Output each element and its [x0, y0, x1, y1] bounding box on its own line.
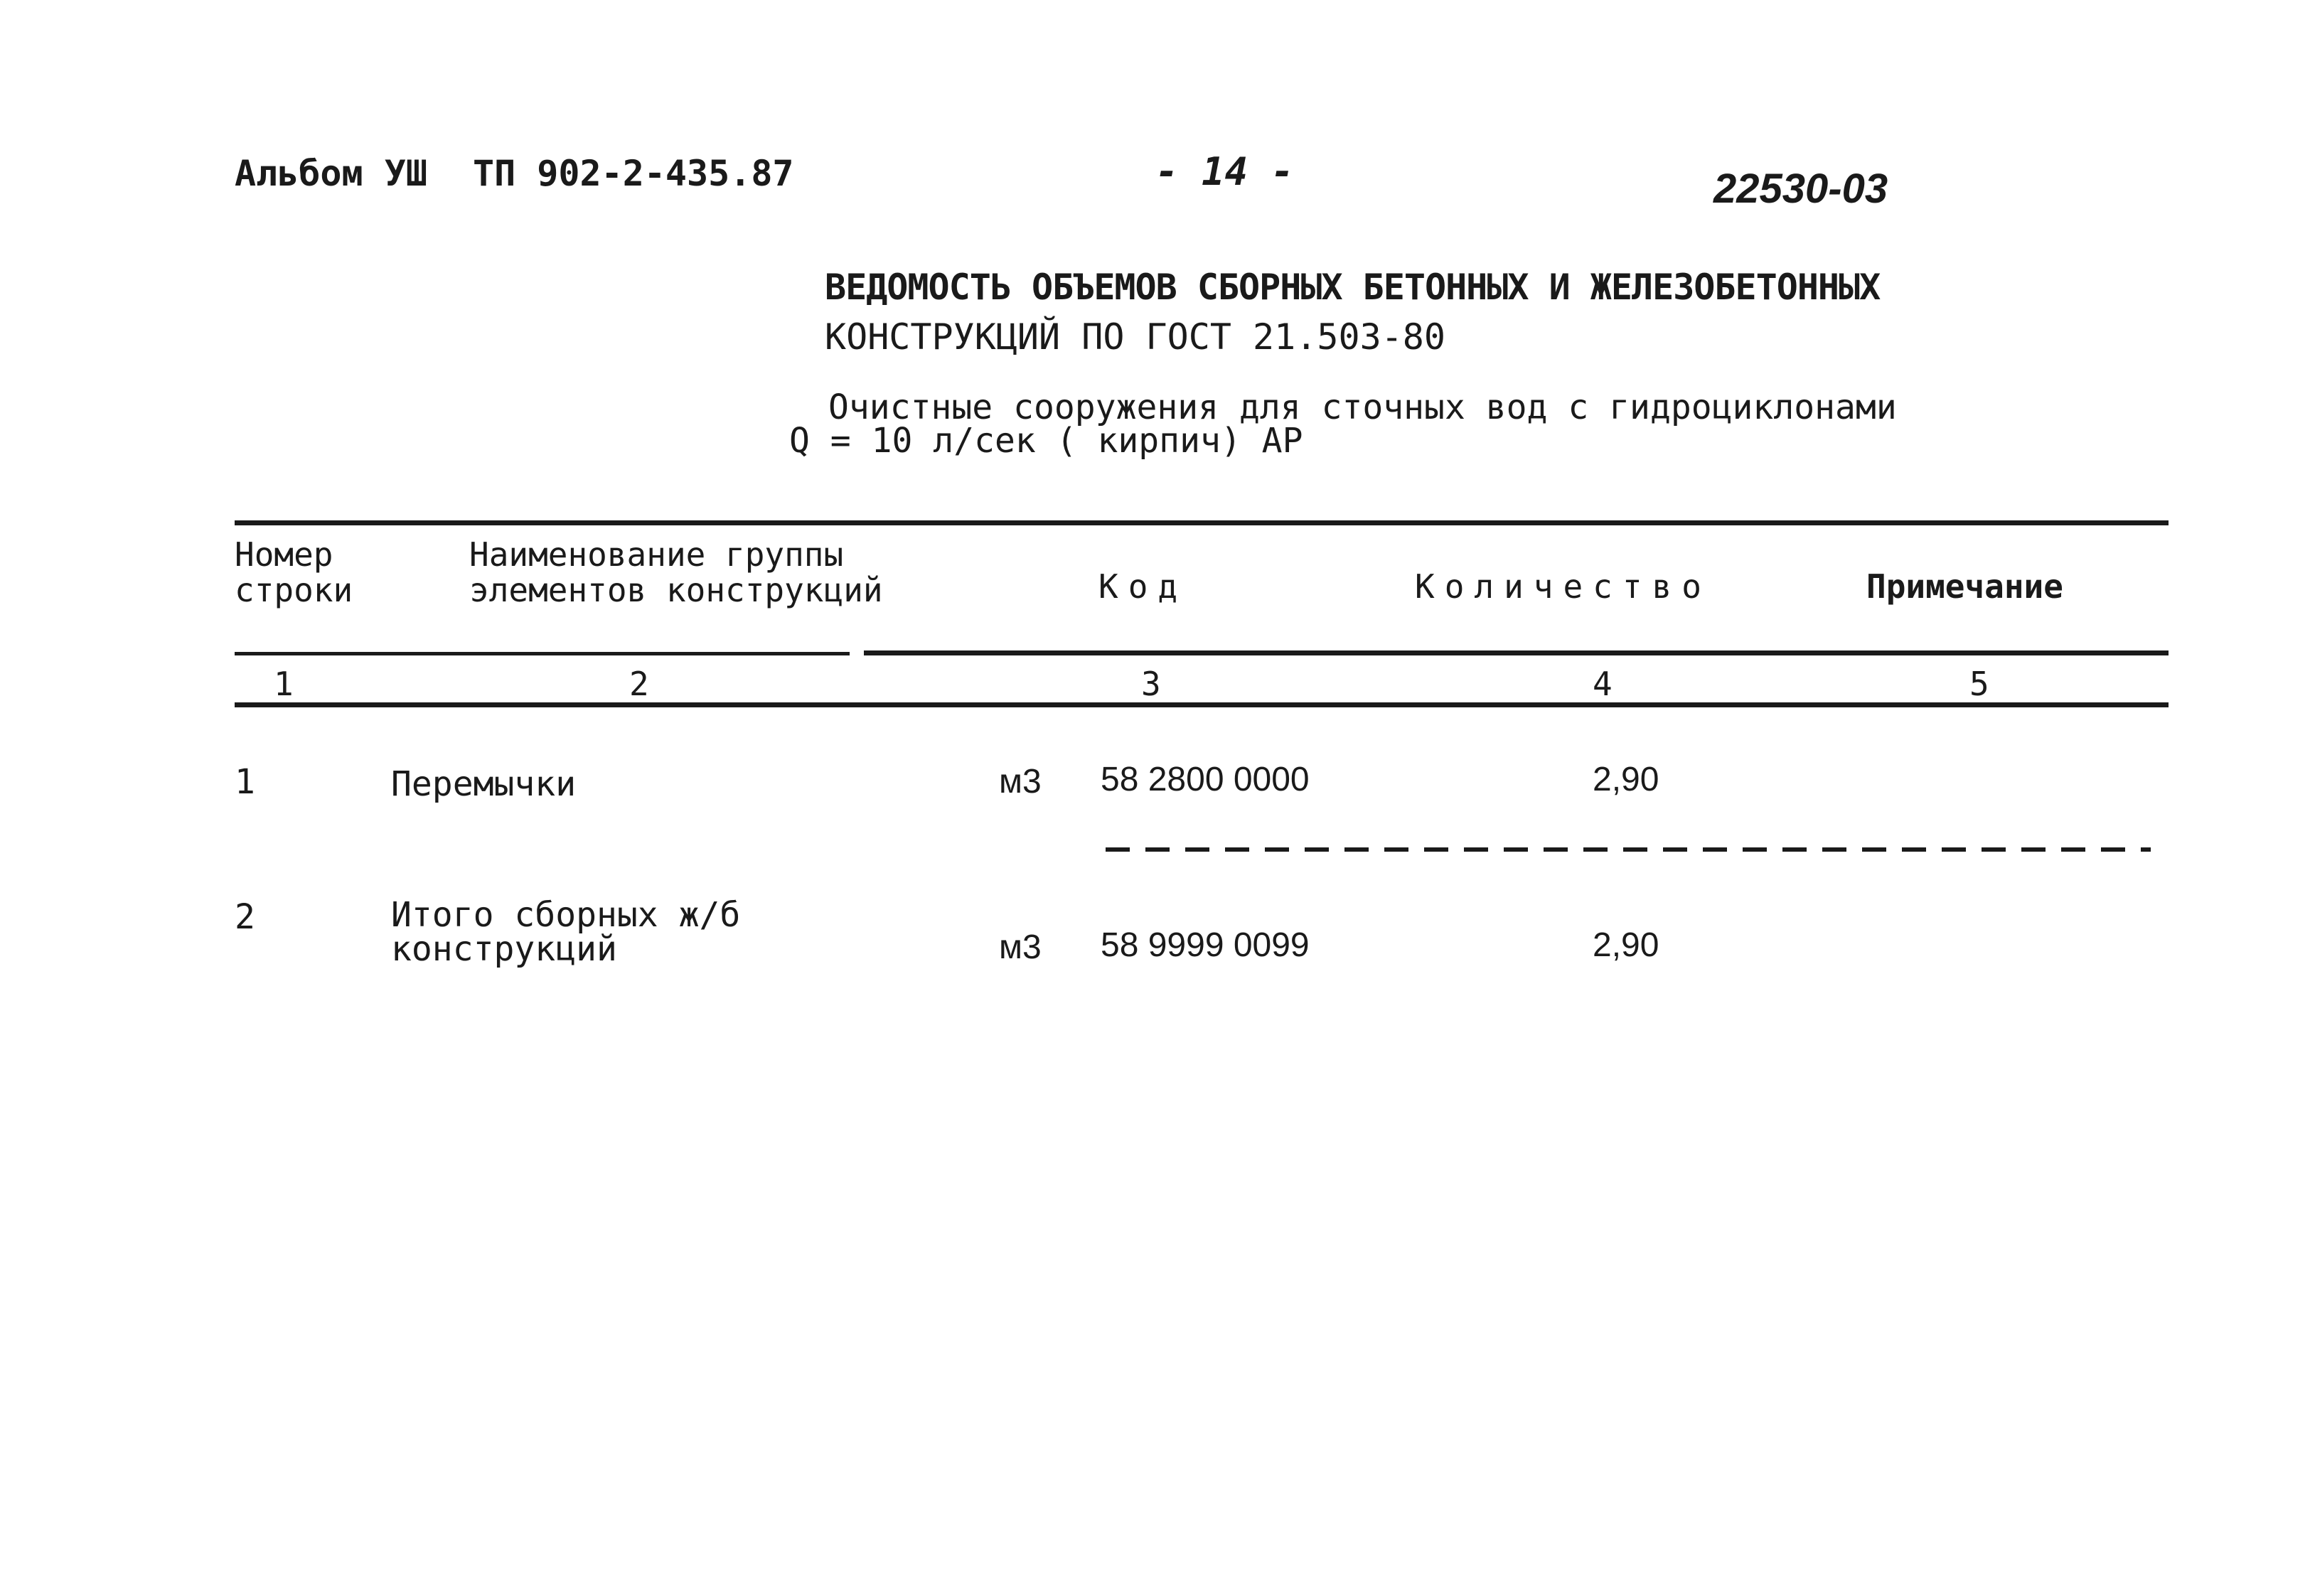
column-header-note: Примечание [1866, 567, 2063, 606]
table-row-2-unit: м3 [999, 928, 1042, 966]
table-row-1-name: Перемычки [391, 764, 577, 804]
album-label: Альбом УШ [235, 153, 427, 194]
table-row-2-code: 58 9999 0099 [1101, 926, 1310, 964]
column-header-quantity: Количество [1415, 567, 1711, 606]
document-title-line-2: КОНСТРУКЦИЙ ПО ГОСТ 21.503-80 [825, 316, 1445, 358]
column-header-row-number-line-2: строки [235, 571, 353, 609]
document-number: 22530-03 [1713, 166, 1888, 212]
column-number-5: 5 [1969, 665, 1989, 703]
document-title-line-1: ВЕДОМОСТЬ ОБЪЕМОВ СБОРНЫХ БЕТОННЫХ И ЖЕЛЕЗОБЕТОННЫХ [825, 267, 1881, 308]
column-number-1: 1 [274, 665, 294, 703]
table-row-2-name-line-1: Итого сборных ж/б [391, 895, 741, 935]
table-row-2-quantity: 2,90 [1593, 926, 1659, 964]
column-header-row-number-line-1: Номер [235, 535, 333, 574]
table-row-2-name-line-2: конструкций [391, 929, 617, 969]
column-number-4: 4 [1593, 665, 1613, 703]
document-subtitle-line-1: Очистные сооружения для сточных вод с гидроциклонами [828, 387, 1897, 427]
table-row-1-unit: м3 [999, 763, 1042, 800]
table-top-rule [235, 520, 2169, 525]
column-header-group-name-line-1: Наименование группы [469, 535, 844, 574]
column-header-row-number [235, 537, 353, 608]
table-row-1-code: 58 2800 0000 [1101, 761, 1310, 798]
column-header-group-name-line-2: элементов конструкций [469, 571, 883, 609]
column-number-3: 3 [1141, 665, 1161, 703]
table-row-1-number: 1 [235, 762, 255, 802]
row-separator-dashed [1106, 847, 2151, 852]
document-subtitle-line-2: Q = 10 л/сек ( кирпич) АР [789, 421, 1303, 461]
column-header-group-name [469, 537, 883, 608]
column-header-code: Код [1098, 567, 1188, 606]
column-number-2: 2 [629, 665, 649, 703]
table-row-2-number: 2 [235, 897, 255, 937]
header-bottom-rule-left [235, 652, 850, 655]
table-row-1-quantity: 2,90 [1593, 761, 1659, 798]
column-numbers-rule [235, 702, 2169, 707]
page-number: - 14 - [1155, 149, 1295, 194]
header-bottom-rule-right [864, 650, 2169, 655]
project-code: ТП 902-2-435.87 [473, 153, 794, 194]
